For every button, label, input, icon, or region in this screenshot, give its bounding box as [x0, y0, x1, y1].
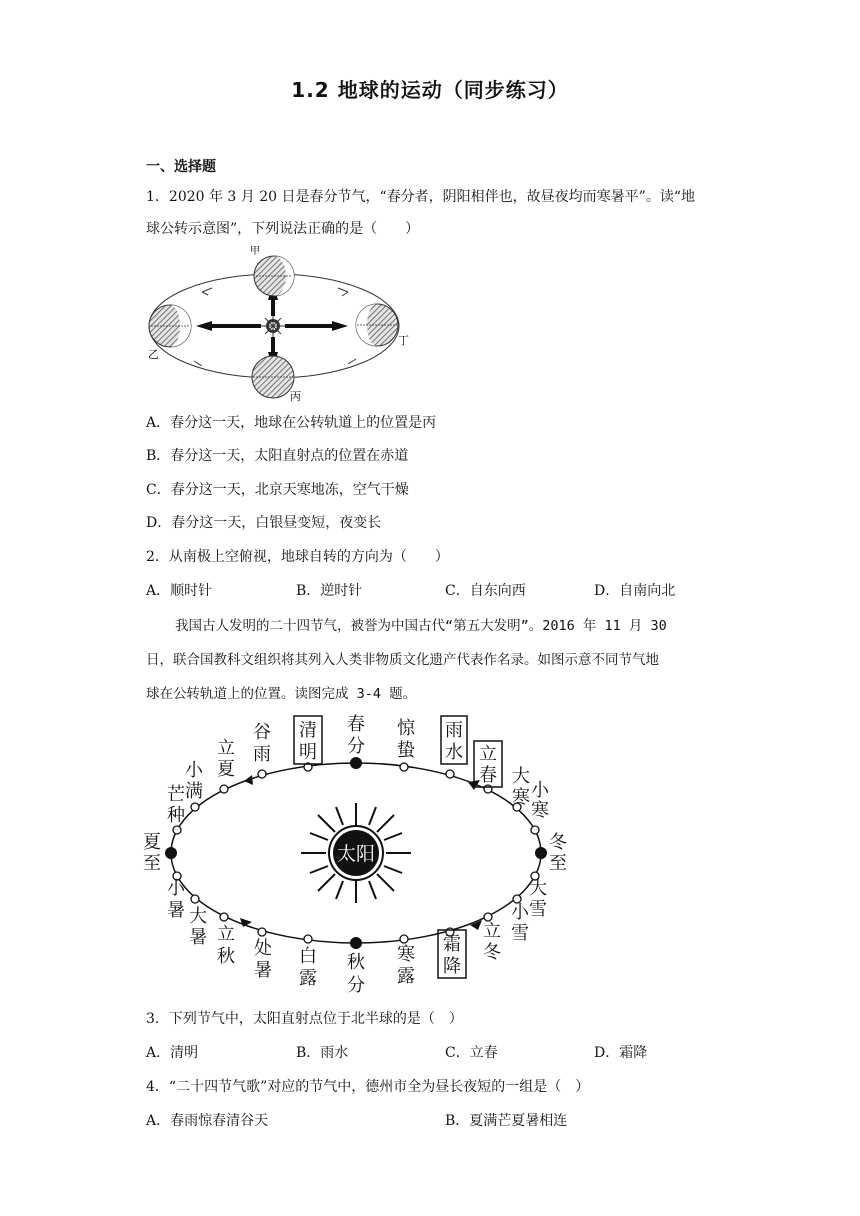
page-title: 1.2 地球的运动（同步练习）	[291, 78, 569, 102]
term-guyu: 谷	[253, 722, 271, 743]
label-ding: 丁	[398, 334, 409, 347]
term-lidong: 立	[483, 921, 501, 942]
passage-line2: 日，联合国教科文组织将其列入人类非物质文化遗产代表作名录。如图示意不同节气地	[146, 652, 659, 668]
term-liqiu: 立	[217, 924, 235, 945]
term-bailu: 白	[299, 946, 317, 967]
svg-text:露: 露	[397, 966, 415, 987]
svg-text:夏: 夏	[217, 759, 235, 780]
term-dahan: 大	[512, 766, 530, 787]
svg-text:秋: 秋	[217, 946, 235, 967]
q1-stem-line1: 1．2020 年 3 月 20 日是春分节气，“春分者，阴阳相伴也，故昼夜均而寒暑平”。读“地	[146, 189, 695, 205]
q3-option-a: A．清明	[146, 1045, 199, 1061]
svg-text:雨: 雨	[253, 744, 271, 765]
passage-line3: 球在公转轨道上的位置。读图完成 3-4 题。	[146, 686, 417, 702]
term-xiazhi: 夏	[143, 832, 161, 853]
term-xiaoxue: 小	[511, 902, 529, 923]
term-hanlu: 寒	[397, 944, 415, 965]
passage-line1: 我国古人发明的二十四节气，被誉为中国古代“第五大发明”。2016 年 11 月 30	[175, 618, 667, 634]
q4-stem: 4．“二十四节气歌”对应的节气中，德州市全为昼长夜短的一组是（ ）	[146, 1079, 590, 1095]
globe-bing	[252, 356, 294, 398]
svg-text:分: 分	[347, 975, 365, 996]
svg-text:至: 至	[549, 853, 567, 874]
q2-option-a: A．顺时针	[146, 583, 213, 599]
term-xiaohan: 小	[531, 780, 549, 801]
term-qingming: 清	[299, 720, 317, 741]
q3-option-b: B．雨水	[296, 1045, 349, 1061]
sun-label: 太阳	[336, 843, 376, 865]
term-shuangjiang: 霜	[443, 934, 461, 955]
svg-text:分: 分	[347, 736, 365, 757]
section-heading: 一、选择题	[146, 159, 216, 175]
term-xiaoshu: 小	[167, 878, 185, 899]
q3-stem: 3．下列节气中，太阳直射点位于北半球的是（ ）	[146, 1011, 463, 1027]
q2-stem: 2．从南极上空俯视，地球自转的方向为（ ）	[146, 549, 449, 565]
label-jia: 甲	[250, 246, 260, 257]
q1-stem-line2: 球公转示意图”，下列说法正确的是（ ）	[146, 221, 420, 237]
svg-text:至: 至	[143, 853, 161, 874]
svg-text:寒: 寒	[531, 800, 549, 821]
q2-option-c: C．自东向西	[445, 583, 526, 599]
figure-earth-revolution	[140, 240, 430, 405]
term-lichun: 立	[479, 744, 497, 765]
label-bing: 丙	[290, 390, 301, 403]
svg-text:冬: 冬	[483, 942, 501, 963]
term-xiaoman: 小	[185, 760, 203, 781]
term-chunfen: 春	[347, 714, 365, 735]
q1-option-a: A．春分这一天，地球在公转轨道上的位置是丙	[146, 415, 437, 431]
svg-text:露: 露	[299, 968, 317, 989]
term-dongzhi: 冬	[549, 832, 567, 853]
svg-text:暑: 暑	[254, 960, 272, 981]
svg-text:雪: 雪	[511, 923, 529, 944]
globe-yi	[149, 305, 191, 347]
svg-text:明: 明	[299, 742, 317, 763]
q1-option-b: B．春分这一天，太阳直射点的位置在赤道	[146, 448, 409, 464]
q2-option-d: D．自南向北	[594, 583, 676, 599]
svg-text:种: 种	[167, 805, 185, 826]
q4-option-b: B．夏满芒夏暑相连	[445, 1113, 568, 1129]
globe-ding	[356, 304, 398, 346]
svg-text:暑: 暑	[167, 900, 185, 921]
term-mangzhong: 芒	[167, 784, 185, 805]
term-daxue: 大	[529, 878, 547, 899]
q1-option-c: C．春分这一天，北京天寒地冻，空气干燥	[146, 482, 409, 498]
term-lixia: 立	[217, 738, 235, 759]
svg-text:降: 降	[443, 956, 461, 977]
svg-text:雪: 雪	[529, 899, 547, 920]
svg-text:暑: 暑	[189, 927, 207, 948]
figure-solar-terms	[140, 708, 580, 998]
term-dashu: 大	[189, 906, 207, 927]
term-qiufen: 秋	[347, 952, 365, 973]
globe-jia	[254, 256, 294, 296]
q3-option-d: D．霜降	[594, 1045, 648, 1061]
q3-option-c: C．立春	[445, 1045, 498, 1061]
svg-text:寒: 寒	[512, 787, 530, 808]
term-yushui: 雨	[445, 720, 463, 741]
sun-icon	[261, 314, 285, 338]
term-jingzhe: 惊	[397, 718, 415, 739]
q1-option-d: D．春分这一天，白银昼变短，夜变长	[146, 515, 382, 531]
sun-icon-2	[301, 803, 411, 903]
svg-text:水: 水	[445, 742, 463, 763]
q4-option-a: A．春雨惊春清谷天	[146, 1113, 269, 1129]
svg-text:春: 春	[479, 765, 497, 786]
svg-text:蛰: 蛰	[397, 740, 415, 761]
svg-text:满: 满	[185, 781, 203, 802]
q2-option-b: B．逆时针	[296, 583, 363, 599]
term-chushu: 处	[254, 938, 272, 959]
label-yi: 乙	[148, 348, 159, 361]
